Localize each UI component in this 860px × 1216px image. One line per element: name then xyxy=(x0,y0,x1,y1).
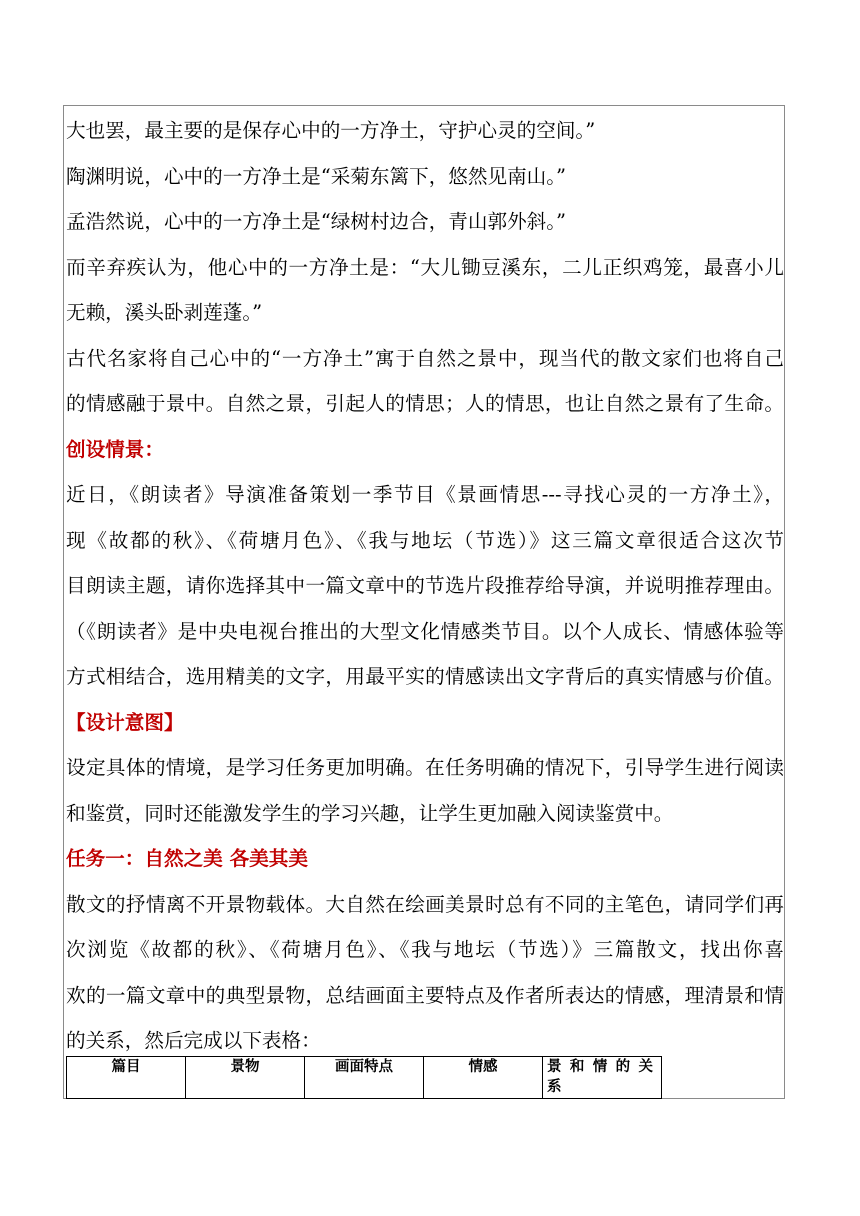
text-line: 方式相结合，选用精美的文字，用最平实的情感读出文字背后的真实情感与价值。 xyxy=(66,665,784,688)
section-heading-design-intent: 【设计意图】 xyxy=(66,710,184,734)
text-line: 的情感融于景中。自然之景，引起人的情思；人的情思，也让自然之景有了生命。 xyxy=(66,392,784,415)
text-line: 欢的一篇文章中的典型景物，总结画面主要特点及作者所表达的情感，理清景和情 xyxy=(66,983,784,1007)
text-line: 现《故都的秋》、《荷塘月色》、《我与地坛（节选）》这三篇文章很适合这次节 xyxy=(66,528,784,552)
text-line: 大也罢，最主要的是保存心中的一方净土，守护心灵的空间。” xyxy=(66,119,596,142)
table-header-cell: 景物 xyxy=(186,1057,305,1099)
text-line: 目朗读主题，请你选择其中一篇文章中的节选片段推荐给导演，并说明推荐理由。 xyxy=(66,574,784,597)
table-header-cell: 画面特点 xyxy=(305,1057,424,1099)
text-line: 和鉴赏，同时还能激发学生的学习兴趣，让学生更加融入阅读鉴赏中。 xyxy=(66,801,674,825)
section-heading-scenario: 创设情景： xyxy=(66,437,164,461)
table-header-cell: 景和情的关系 xyxy=(543,1057,662,1099)
text-line: （《朗读者》是中央电视台推出的大型文化情感类节目。以个人成长、情感体验等 xyxy=(66,619,784,643)
task-table xyxy=(66,1056,662,1099)
document-frame xyxy=(63,105,785,1099)
section-heading-task-one: 任务一：自然之美 各美其美 xyxy=(66,847,308,870)
text-line: 孟浩然说，心中的一方净土是“绿树村边合，青山郭外斜。” xyxy=(66,210,567,233)
table-header-cell: 情感 xyxy=(424,1057,543,1099)
text-line: 设定具体的情境，是学习任务更加明确。在任务明确的情况下，引导学生进行阅读 xyxy=(66,756,784,779)
document-body xyxy=(66,108,784,1064)
table-header-row xyxy=(67,1057,662,1099)
text-line: 古代名家将自己心中的“一方净土”寓于自然之景中，现当代的散文家们也将自己 xyxy=(66,346,784,370)
text-line: 散文的抒情离不开景物载体。大自然在绘画美景时总有不同的主笔色，请同学们再 xyxy=(66,892,784,916)
text-line: 而辛弃疾认为，他心中的一方净土是：“大儿锄豆溪东，二儿正织鸡笼，最喜小儿 xyxy=(66,255,784,279)
text-line: 近日，《朗读者》导演准备策划一季节目《景画情思---寻找心灵的一方净土》， xyxy=(66,483,784,506)
text-line: 次浏览《故都的秋》、《荷塘月色》、《我与地坛（节选）》三篇散文，找出你喜 xyxy=(66,938,784,961)
text-line: 陶渊明说，心中的一方净土是“采菊东篱下，悠然见南山。” xyxy=(66,164,567,188)
table-header-cell: 篇目 xyxy=(67,1057,186,1099)
text-line: 的关系，然后完成以下表格： xyxy=(66,1029,321,1052)
text-line: 无赖，溪头卧剥莲蓬。” xyxy=(66,301,263,324)
